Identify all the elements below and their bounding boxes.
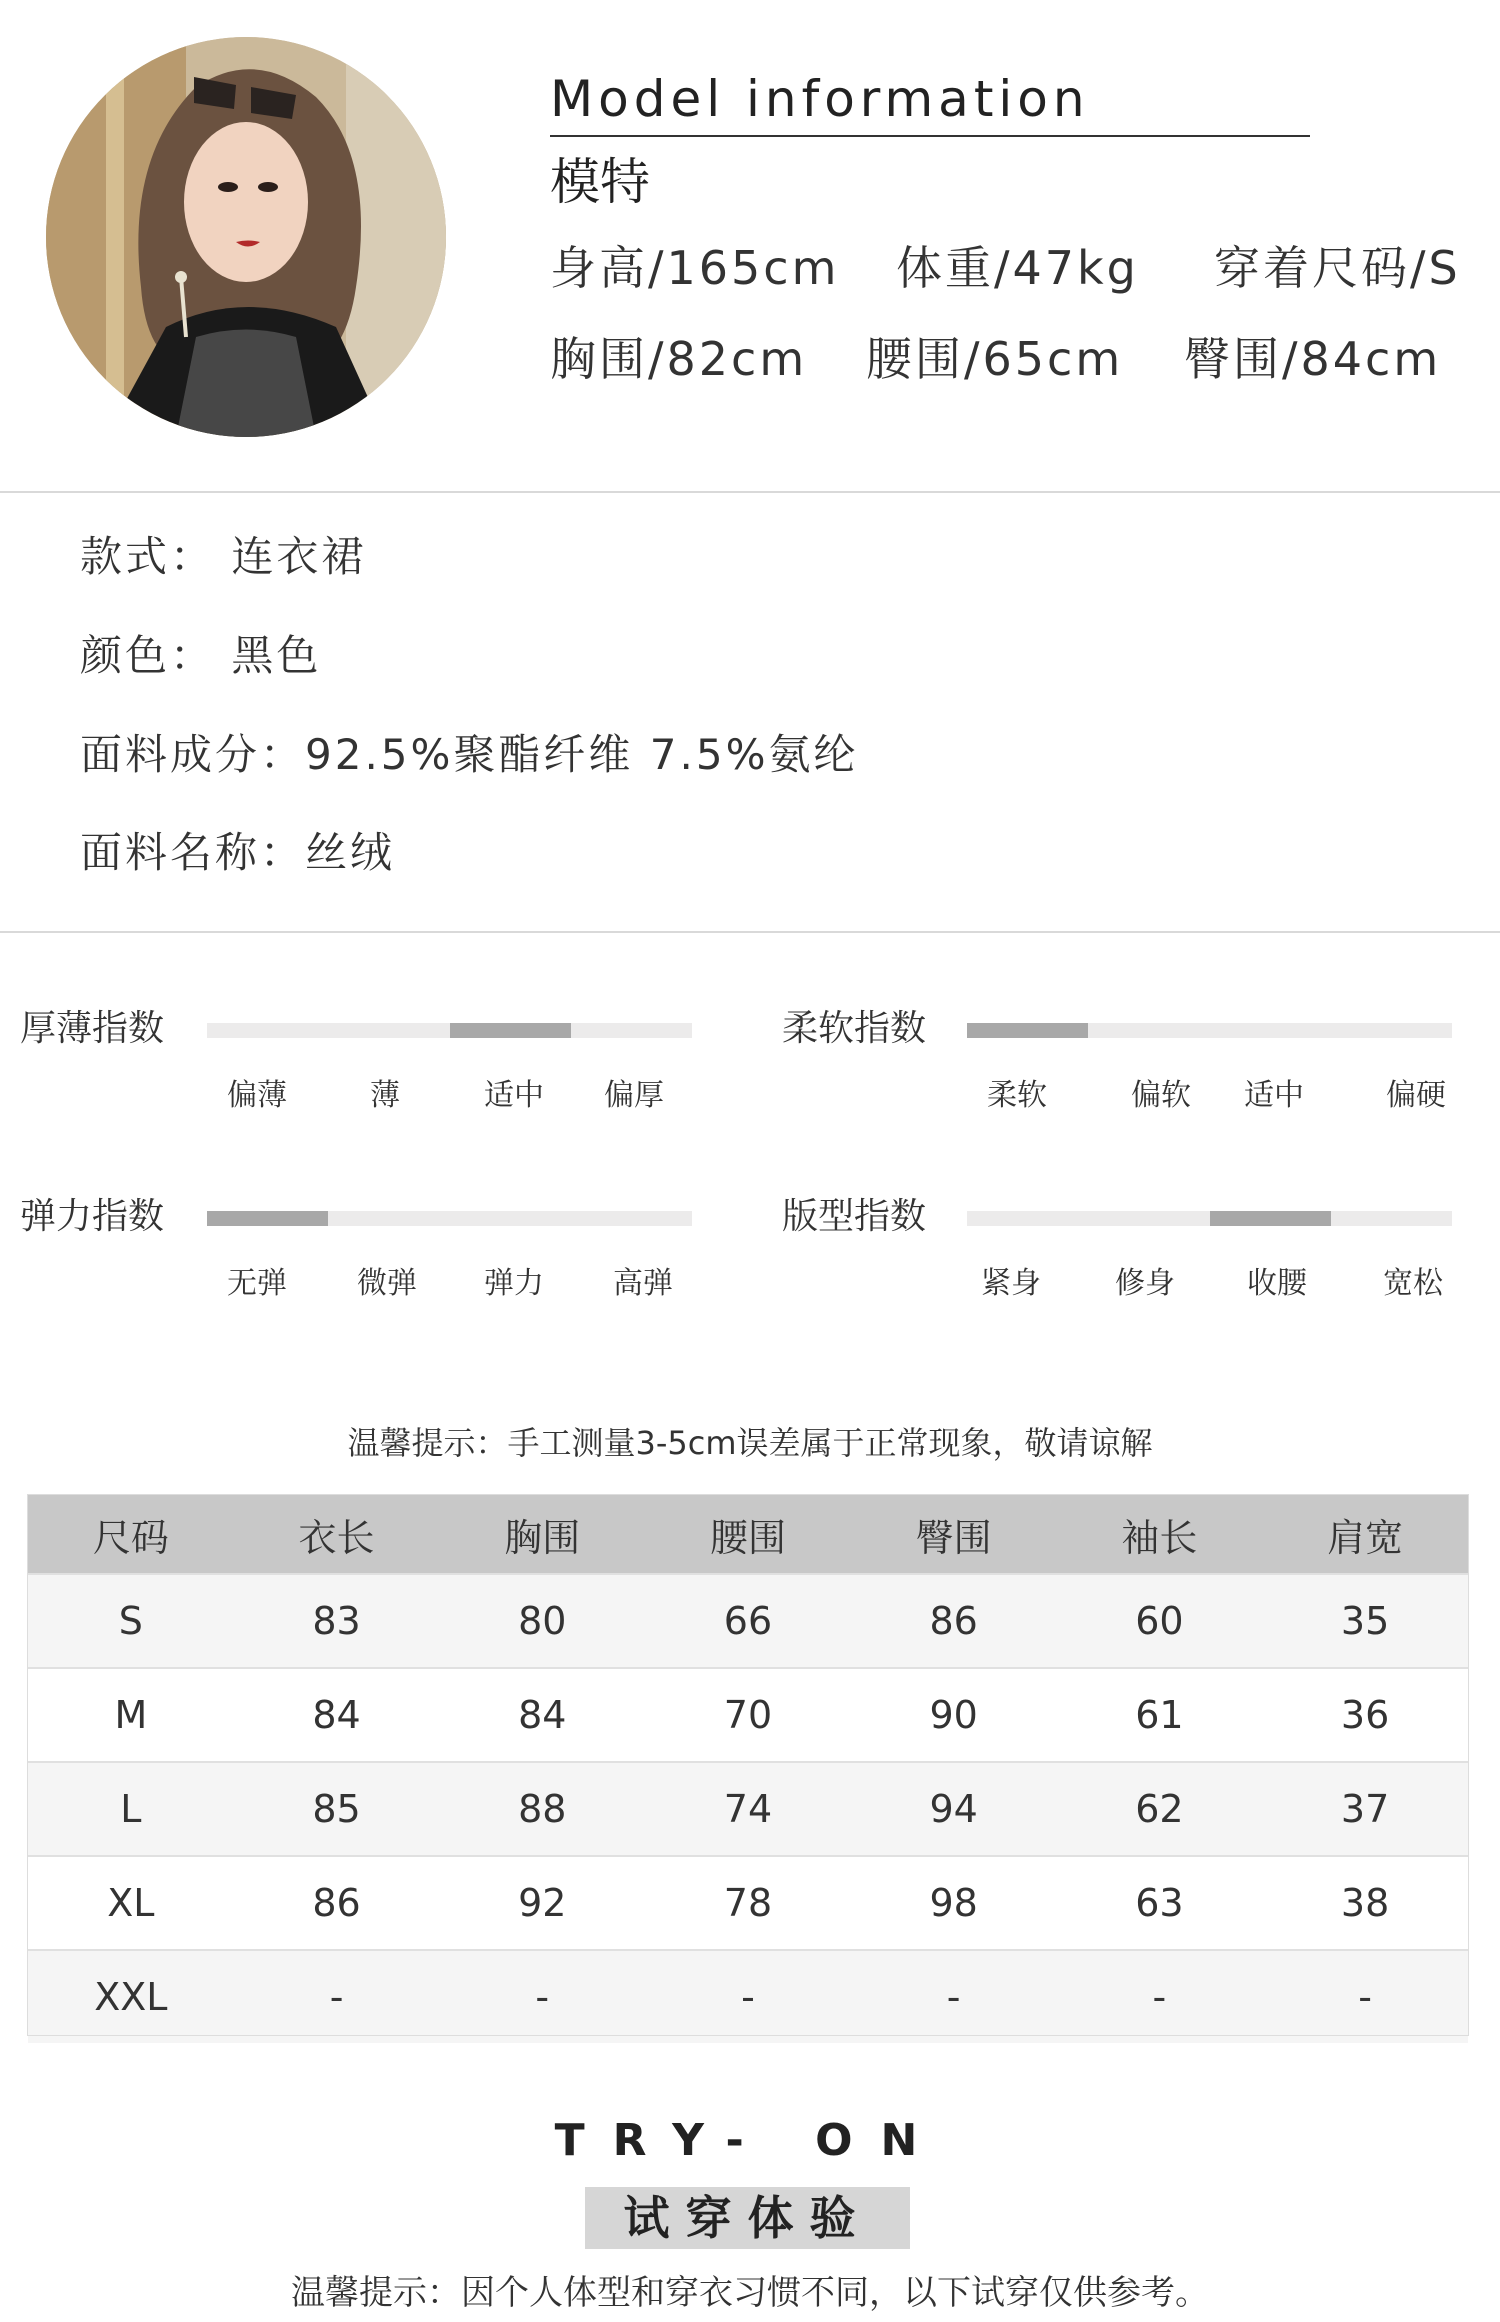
index-bar <box>207 1211 692 1226</box>
measurement-cell: 78 <box>645 1856 851 1950</box>
table-header-cell: 衣长 <box>234 1495 440 1574</box>
model-hip: 臀围/84cm <box>1184 332 1442 386</box>
table-row <box>28 1668 1468 1762</box>
measurement-cell: - <box>1057 1950 1263 2043</box>
size-label-cell: XXL <box>28 1950 234 2043</box>
measurement-cell: 60 <box>1057 1574 1263 1668</box>
index-bar-selected <box>450 1023 571 1038</box>
measurement-cell: - <box>645 1950 851 2043</box>
measurement-cell: 61 <box>1057 1668 1263 1762</box>
index-option: 紧身 <box>981 1266 1041 1301</box>
measurement-cell: 83 <box>234 1574 440 1668</box>
model-height: 身高/165cm <box>550 241 840 295</box>
index-option: 偏软 <box>1131 1078 1191 1113</box>
size-label-cell: L <box>28 1762 234 1856</box>
model-waist: 腰围/65cm <box>866 332 1124 386</box>
model-avatar <box>46 37 446 437</box>
model-photo-icon <box>46 37 446 437</box>
index-option: 收腰 <box>1247 1266 1307 1301</box>
measurement-tip: 温馨提示：手工测量3-5cm误差属于正常现象，敬请谅解 <box>347 1424 1153 1462</box>
detail-style: 款式： 连衣裙 <box>80 532 367 581</box>
measurement-cell: 35 <box>1262 1574 1468 1668</box>
table-header-cell: 臀围 <box>851 1495 1057 1574</box>
measurement-cell: 36 <box>1262 1668 1468 1762</box>
measurement-cell: - <box>851 1950 1057 2043</box>
tryon-title: TRY- ON <box>554 2115 946 2166</box>
table-header-cell: 袖长 <box>1057 1495 1263 1574</box>
model-weight: 体重/47kg <box>896 241 1139 295</box>
measurement-cell: 70 <box>645 1668 851 1762</box>
measurement-cell: 86 <box>234 1856 440 1950</box>
measurement-cell: 98 <box>851 1856 1057 1950</box>
title-underline <box>550 135 1310 137</box>
index-bar-selected <box>1210 1211 1331 1226</box>
index-option: 高弹 <box>613 1266 673 1301</box>
measurement-cell: 62 <box>1057 1762 1263 1856</box>
tryon-subtitle: 试穿体验 <box>623 2191 872 2245</box>
measurement-cell: 84 <box>439 1668 645 1762</box>
measurement-cell: 85 <box>234 1762 440 1856</box>
measurement-cell: 88 <box>439 1762 645 1856</box>
measurement-cell: 74 <box>645 1762 851 1856</box>
index-option: 宽松 <box>1383 1266 1443 1301</box>
measurement-cell: 84 <box>234 1668 440 1762</box>
table-header-cell: 尺码 <box>28 1495 234 1574</box>
index-option: 修身 <box>1115 1266 1175 1301</box>
section-divider <box>0 491 1500 493</box>
index-option: 柔软 <box>987 1078 1047 1113</box>
index-option: 偏薄 <box>227 1078 287 1113</box>
index-option: 微弹 <box>357 1266 417 1301</box>
measurement-cell: - <box>1262 1950 1468 2043</box>
measurement-cell: 63 <box>1057 1856 1263 1950</box>
index-bar <box>967 1211 1452 1226</box>
index-option: 偏厚 <box>604 1078 664 1113</box>
index-label: 弹力指数 <box>20 1196 165 1237</box>
table-row <box>28 1856 1468 1950</box>
index-label: 厚薄指数 <box>20 1008 165 1049</box>
index-option: 适中 <box>484 1078 544 1113</box>
size-label-cell: M <box>28 1668 234 1762</box>
detail-color: 颜色： 黑色 <box>80 631 322 680</box>
index-bar-selected <box>967 1023 1088 1038</box>
measurement-cell: 90 <box>851 1668 1057 1762</box>
tryon-tip: 温馨提示：因个人体型和穿衣习惯不同，以下试穿仅供参考。 <box>291 2273 1209 2313</box>
table-row <box>28 1574 1468 1668</box>
table-header-row <box>28 1495 1468 1574</box>
table-header-cell: 肩宽 <box>1262 1495 1468 1574</box>
table-row <box>28 1762 1468 1856</box>
table-row <box>28 1950 1468 2043</box>
index-label: 版型指数 <box>782 1196 927 1237</box>
index-option: 薄 <box>370 1078 400 1113</box>
detail-fabric: 面料成分：92.5%聚酯纤维 7.5%氨纶 <box>80 730 859 779</box>
model-bust: 胸围/82cm <box>550 332 808 386</box>
section-divider <box>0 931 1500 933</box>
index-option: 适中 <box>1244 1078 1304 1113</box>
measurement-cell: 80 <box>439 1574 645 1668</box>
detail-fabric-name: 面料名称：丝绒 <box>80 828 396 877</box>
model-size: 穿着尺码/S <box>1214 241 1461 295</box>
model-info-subtitle: 模特 <box>550 153 650 211</box>
index-bar <box>207 1023 692 1038</box>
model-info-title: Model information <box>550 70 1090 128</box>
measurement-cell: 66 <box>645 1574 851 1668</box>
index-option: 偏硬 <box>1386 1078 1446 1113</box>
size-table <box>28 1495 1468 2043</box>
table-header-cell: 腰围 <box>645 1495 851 1574</box>
index-option: 弹力 <box>484 1266 544 1301</box>
measurement-cell: - <box>439 1950 645 2043</box>
measurement-cell: 94 <box>851 1762 1057 1856</box>
index-option: 无弹 <box>227 1266 287 1301</box>
size-label-cell: S <box>28 1574 234 1668</box>
measurement-cell: 92 <box>439 1856 645 1950</box>
index-bar-selected <box>207 1211 328 1226</box>
measurement-cell: 38 <box>1262 1856 1468 1950</box>
table-header-cell: 胸围 <box>439 1495 645 1574</box>
measurement-cell: 86 <box>851 1574 1057 1668</box>
measurement-cell: 37 <box>1262 1762 1468 1856</box>
size-label-cell: XL <box>28 1856 234 1950</box>
index-bar <box>967 1023 1452 1038</box>
index-label: 柔软指数 <box>782 1008 927 1049</box>
measurement-cell: - <box>234 1950 440 2043</box>
